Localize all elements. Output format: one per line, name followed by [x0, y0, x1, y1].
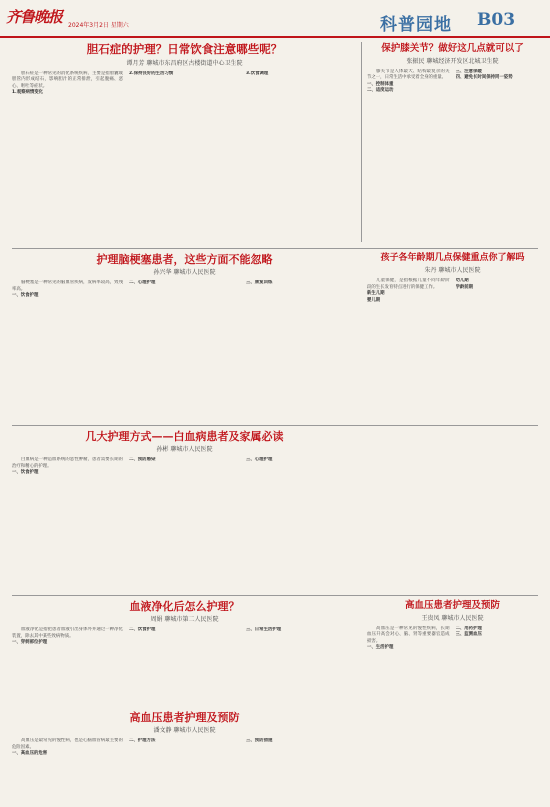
article-headline: 几大护理方式——白血病患者及家属必读: [85, 430, 284, 443]
article-column: [246, 627, 357, 647]
article-paragraph: 脑梗塞是一种常见的脑血管疾病，发病率较高，致残率高。: [12, 280, 123, 292]
page-number: B03: [477, 10, 516, 30]
article-subheading: 一、穿刺部位护理: [12, 640, 48, 646]
article-subheading: 学龄前期: [455, 284, 474, 290]
article-headline: 血液净化后怎么护理？: [129, 600, 240, 613]
article-subheading: 二、心理护理: [129, 280, 156, 285]
article-headline: 高血压患者护理及预防: [129, 711, 240, 724]
article-column: [456, 69, 539, 95]
article-paragraph: 高血压是一种常见的慢性疾病，长期血压升高会对心、脑、肾等重要器官造成损害。: [367, 625, 450, 644]
article-column: [12, 457, 123, 477]
article-headline: 孩子各年龄期几点保健重点你了解吗: [380, 253, 525, 263]
article-subheading: 3.饮食调理: [246, 70, 269, 76]
column-divider: [361, 42, 362, 242]
article-column: [456, 278, 539, 304]
article-column: [12, 280, 123, 300]
article-byline: 朱丹 聊城市人民医院: [424, 267, 481, 274]
newspaper-logo: 齐鲁晚报: [6, 8, 63, 26]
article-column: [246, 280, 357, 300]
article-subheading: 四、避免长时间保持同一姿势: [455, 75, 513, 81]
article-column: [367, 278, 450, 304]
article-column: [12, 627, 123, 647]
article-subheading: 二、用药护理: [455, 625, 482, 631]
article-column: [456, 626, 539, 652]
article-byline: 潘文静 聊城市人民医院: [153, 727, 216, 734]
article-column: [12, 738, 123, 758]
article-byline: 周娟 聊城市第二人民医院: [150, 616, 219, 623]
article-subheading: 1.观察病情变化: [12, 90, 44, 96]
article-byline: 王贵凤 聊城市人民医院: [421, 614, 484, 622]
article-subheading: 二、护理方法: [129, 738, 156, 743]
article-paragraph: 白血病是一种造血系统的恶性肿瘤，患者需要长期的治疗和精心的护理。: [12, 457, 123, 469]
article-subheading: 2.保持良好的生活习惯: [129, 70, 174, 76]
section-divider: [12, 595, 538, 596]
article-subheading: 三、预防措施: [246, 738, 273, 743]
article-paragraph: 膝关节是人体最大、结构最复杂的关节之一，日常生活中承受着全身的重量。: [367, 68, 450, 81]
section-divider: [12, 425, 538, 426]
article-subheading: 三、注意保暖: [455, 68, 482, 74]
article-column: [367, 626, 450, 652]
article-gallbladder: [12, 44, 357, 97]
article-htn-1: [12, 712, 357, 758]
article-child: [367, 254, 538, 304]
article-byline: 孙兴华 聊城市人民医院: [153, 269, 216, 276]
article-byline: 谭月芳 聊城市东昌府区古楼街道中心卫生院: [126, 59, 243, 67]
dateline: 2024年3月2日 星期六: [68, 22, 129, 29]
article-column: [129, 280, 240, 300]
article-column: [129, 738, 240, 758]
article-headline: 护理脑梗塞患者，这些方面不能忽略: [96, 253, 273, 266]
article-subheading: 三、监测血压: [455, 632, 482, 638]
article-subheading: 一、饮食护理: [12, 470, 39, 476]
article-column: [246, 738, 357, 758]
article-paragraph: 高血压是最常见的慢性病，也是心脑血管病最主要的危险因素。: [12, 738, 123, 750]
article-subheading: 二、适度运动: [367, 88, 394, 94]
article-subheading: 三、心理护理: [246, 457, 273, 462]
article-column: [246, 457, 357, 477]
article-subheading: 二、饮食护理: [129, 627, 156, 632]
article-subheading: 婴儿期: [367, 297, 381, 303]
article-leukemia: [12, 431, 357, 477]
article-column: [367, 69, 450, 95]
masthead-divider: [0, 36, 550, 38]
article-subheading: 新生儿期: [367, 291, 385, 297]
article-subheading: 三、康复训练: [246, 280, 273, 285]
article-headline: 胆石症的护理？日常饮食注意哪些呢？: [86, 42, 283, 56]
article-column: [129, 71, 240, 97]
article-subheading: 一、高血压的危害: [12, 751, 48, 757]
article-subheading: 一、生活护理: [367, 645, 394, 651]
article-byline: 孙彬 聊城市人民医院: [156, 446, 213, 453]
article-paragraph: 血液净化是指把患者血液引出身体外并通过一种净化装置，除去其中某些致病物质。: [12, 627, 123, 639]
article-brain: [12, 254, 357, 300]
article-dialysis: [12, 601, 357, 647]
masthead: [0, 0, 550, 36]
section-title: 科普园地: [380, 15, 452, 35]
article-column: [12, 71, 123, 97]
article-headline: 保护膝关节？做好这几点就可以了: [381, 43, 524, 54]
article-knee: [367, 44, 538, 95]
article-paragraph: 胆石症是一种常见的消化系统疾病，主要是指胆囊或胆管内形成结石，影响胆汁的正常排泄，引起腹痛、恶心、呕吐等症状。: [12, 70, 123, 89]
article-paragraph: 儿童保健，是指根据儿童不同年龄阶段的生长发育特点进行的保健工作。: [367, 278, 450, 290]
article-subheading: 幼儿期: [455, 278, 469, 283]
article-column: [246, 71, 357, 97]
section-divider: [12, 248, 538, 249]
article-subheading: 一、控制体重: [367, 81, 394, 87]
article-htn-2: [367, 601, 538, 652]
article-column: [129, 627, 240, 647]
article-headline: 高血压患者护理及预防: [404, 600, 500, 611]
article-column: [129, 457, 240, 477]
article-byline: 张振民 聊城经济开发区北城卫生院: [406, 57, 499, 65]
article-subheading: 三、日常生活护理: [246, 627, 282, 632]
article-subheading: 一、饮食护理: [12, 293, 39, 299]
article-subheading: 二、预防感染: [129, 457, 156, 462]
